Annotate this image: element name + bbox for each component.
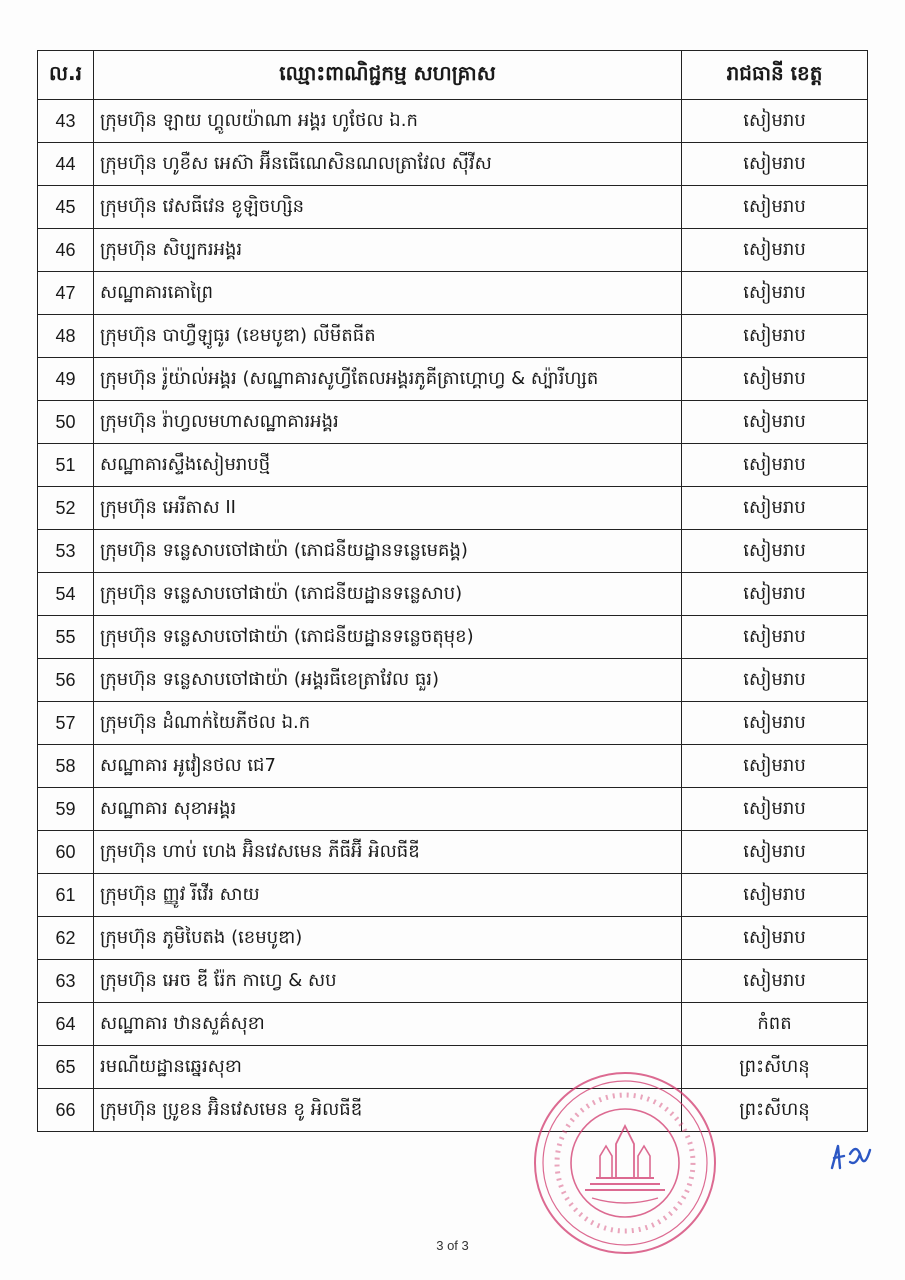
province-name: សៀមរាប [682, 143, 868, 186]
province-name: សៀមរាប [682, 444, 868, 487]
province-name: សៀមរាប [682, 788, 868, 831]
province-name: សៀមរាប [682, 229, 868, 272]
table-header [38, 51, 868, 100]
row-number: 48 [38, 315, 94, 358]
table-row [38, 530, 868, 573]
table-row [38, 1003, 868, 1046]
business-name: ក្រុមហ៊ុន ញ្ញូវ រីវើរ សាយ [94, 874, 682, 917]
page-number: 3 of 3 [436, 1238, 469, 1253]
row-number: 52 [38, 487, 94, 530]
business-name: ក្រុមហ៊ុន សិប្បករអង្គរ [94, 229, 682, 272]
row-number: 61 [38, 874, 94, 917]
row-number: 51 [38, 444, 94, 487]
row-number: 47 [38, 272, 94, 315]
business-name: ក្រុមហ៊ុន ឡាយ ហ្គូលយ៉ាណា អង្គរ ហូថែល ឯ.ក [94, 100, 682, 143]
business-name: ក្រុមហ៊ុន រ៉ាហ្វលមហាសណ្ឋាគារអង្គរ [94, 401, 682, 444]
province-name: សៀមរាប [682, 831, 868, 874]
business-name: ក្រុមហ៊ុន ភូមិបៃតង (ខេមបូឌា) [94, 917, 682, 960]
business-name: សណ្ឋាគារ អូវៀនថល ជេ7 [94, 745, 682, 788]
business-name: រមណីយដ្ឋានឆ្នេរសុខា [94, 1046, 682, 1089]
table-row [38, 745, 868, 788]
province-name: ព្រះសីហនុ [682, 1089, 868, 1132]
table-row [38, 659, 868, 702]
row-number: 57 [38, 702, 94, 745]
table-row [38, 874, 868, 917]
table-row [38, 229, 868, 272]
table-row [38, 272, 868, 315]
business-name: ក្រុមហ៊ុន ទន្លេសាបចៅផាយ៉ា (អង្គរធីខេត្រាវែល ធួរ) [94, 659, 682, 702]
business-name: ក្រុមហ៊ុន ហាប់ ហេង អ៊ិនវេសមេន ភីធីអ៊ី អិលធីឌី [94, 831, 682, 874]
province-name: ព្រះសីហនុ [682, 1046, 868, 1089]
province-name: សៀមរាប [682, 100, 868, 143]
business-list-table [37, 50, 868, 1132]
row-number: 49 [38, 358, 94, 401]
province-name: សៀមរាប [682, 960, 868, 1003]
row-number: 43 [38, 100, 94, 143]
business-name: សណ្ឋាគារគោព្រៃ [94, 272, 682, 315]
table-row [38, 186, 868, 229]
province-name: សៀមរាប [682, 272, 868, 315]
table-row [38, 788, 868, 831]
province-name: សៀមរាប [682, 874, 868, 917]
row-number: 56 [38, 659, 94, 702]
business-name: សណ្ឋាគារ ឋានសួគ៌សុខា [94, 1003, 682, 1046]
table-row [38, 143, 868, 186]
business-name: ក្រុមហ៊ុន វេសធីវេន ខូឡិចហ្សិន [94, 186, 682, 229]
business-name: ក្រុមហ៊ុន បាហ្វឺឡូធូរ (ខេមបូឌា) លីមីតធីត [94, 315, 682, 358]
business-name: ក្រុមហ៊ុន ដំណាក់យៃភីថល ឯ.ក [94, 702, 682, 745]
business-name: ក្រុមហ៊ុន ទន្លេសាបចៅផាយ៉ា (ភោជនីយដ្ឋានទន្លេសាប) [94, 573, 682, 616]
row-number: 58 [38, 745, 94, 788]
row-number: 60 [38, 831, 94, 874]
province-name: សៀមរាប [682, 315, 868, 358]
province-name: សៀមរាប [682, 401, 868, 444]
table-row [38, 702, 868, 745]
table-row [38, 1046, 868, 1089]
business-name: ក្រុមហ៊ុន អេច ឌី រ៉ែក កាហ្វេ & សប [94, 960, 682, 1003]
province-name: កំពត [682, 1003, 868, 1046]
row-number: 44 [38, 143, 94, 186]
province-name: សៀមរាប [682, 702, 868, 745]
official-seal-stamp [530, 1068, 720, 1258]
table-row [38, 616, 868, 659]
row-number: 64 [38, 1003, 94, 1046]
row-number: 62 [38, 917, 94, 960]
table-row [38, 917, 868, 960]
business-name: សណ្ឋាគារស្ទឹងសៀមរាបថ្មី [94, 444, 682, 487]
row-number: 65 [38, 1046, 94, 1089]
business-name: ក្រុមហ៊ុន ប្រូខន អ៊ិនវេសមេន ខូ អិលធីឌី [94, 1089, 682, 1132]
business-name: សណ្ឋាគារ សុខាអង្គរ [94, 788, 682, 831]
row-number: 53 [38, 530, 94, 573]
row-number: 59 [38, 788, 94, 831]
row-number: 46 [38, 229, 94, 272]
table-row [38, 831, 868, 874]
row-number: 66 [38, 1089, 94, 1132]
signature-initials [826, 1140, 874, 1176]
table-row [38, 960, 868, 1003]
table-row [38, 1089, 868, 1132]
province-name: សៀមរាប [682, 358, 868, 401]
header-business-name: ឈ្មោះពាណិជ្ជកម្ម សហគ្រាស [94, 51, 682, 100]
business-name: ក្រុមហ៊ុន ហូខឺស អេស៊ា អ៊ីនធើណេសិនណលត្រាវែល ស៊ីវីស [94, 143, 682, 186]
province-name: សៀមរាប [682, 917, 868, 960]
table-row [38, 358, 868, 401]
business-name: ក្រុមហ៊ុន រ៉ូយ៉ាល់អង្គរ (សណ្ឋាគារសូហ្វីតែលអង្គរភូគីត្រាហ្គោហ្វ & ស្ប៉ារីហ្សត [94, 358, 682, 401]
table-row [38, 401, 868, 444]
table-row [38, 444, 868, 487]
row-number: 50 [38, 401, 94, 444]
table-row [38, 100, 868, 143]
province-name: សៀមរាប [682, 530, 868, 573]
province-name: សៀមរាប [682, 745, 868, 788]
province-name: សៀមរាប [682, 616, 868, 659]
table-body [38, 100, 868, 1132]
header-row [38, 51, 868, 100]
table-row [38, 487, 868, 530]
row-number: 54 [38, 573, 94, 616]
business-name: ក្រុមហ៊ុន អេរីតាស II [94, 487, 682, 530]
header-number: ល.រ [38, 51, 94, 100]
business-name: ក្រុមហ៊ុន ទន្លេសាបចៅផាយ៉ា (ភោជនីយដ្ឋានទន្លេមេគង្គ) [94, 530, 682, 573]
province-name: សៀមរាប [682, 659, 868, 702]
row-number: 63 [38, 960, 94, 1003]
row-number: 45 [38, 186, 94, 229]
header-province: រាជធានី ខេត្ត [682, 51, 868, 100]
business-name: ក្រុមហ៊ុន ទន្លេសាបចៅផាយ៉ា (ភោជនីយដ្ឋានទន្លេចតុមុខ) [94, 616, 682, 659]
province-name: សៀមរាប [682, 186, 868, 229]
row-number: 55 [38, 616, 94, 659]
table-row [38, 315, 868, 358]
province-name: សៀមរាប [682, 487, 868, 530]
table-row [38, 573, 868, 616]
province-name: សៀមរាប [682, 573, 868, 616]
